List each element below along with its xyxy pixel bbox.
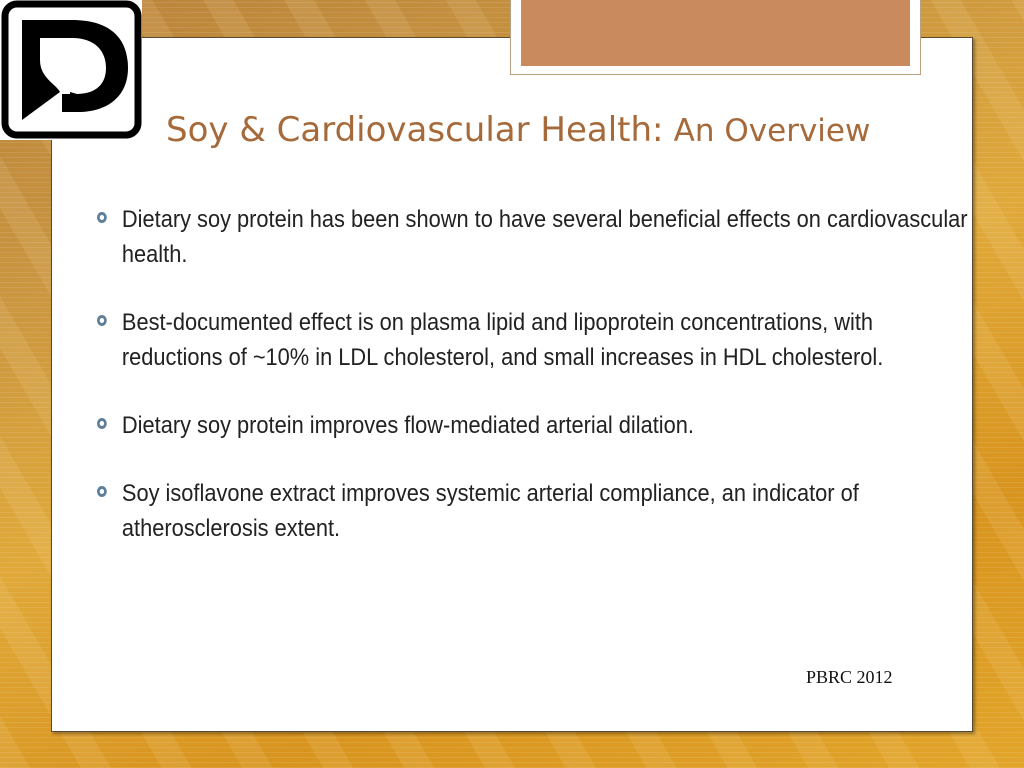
slide-title-subtitle: An Overview	[673, 113, 871, 149]
ring-bullet-icon	[97, 212, 107, 223]
bullet-item	[97, 305, 976, 375]
bullet-text: Dietary soy protein improves flow-mediated arterial dilation.	[121, 412, 694, 439]
slide-title-main: Soy & Cardiovascular Health:	[166, 110, 664, 150]
bullet-item	[97, 408, 976, 443]
bullet-text: Best-documented effect is on plasma lipid and lipoprotein concentrations, with reductions of ~10% in LDL cholesterol, and small increases in HDL cholesterol.	[121, 309, 884, 371]
bullet-text: Dietary soy protein has been shown to have several beneficial effects on cardiovascular health.	[121, 206, 968, 268]
ring-bullet-icon	[97, 418, 107, 429]
bullet-text: Soy isoflavone extract improves systemic arterial compliance, an indicator of atherosclerosis extent.	[121, 480, 859, 542]
ring-bullet-icon	[97, 315, 107, 326]
ring-bullet-icon	[97, 486, 107, 497]
bullet-list	[97, 202, 967, 546]
bullet-item	[97, 476, 976, 546]
header-accent-fill	[521, 0, 910, 66]
footer-credit: PBRC 2012	[806, 667, 893, 687]
header-accent-bar	[510, 0, 921, 75]
bullet-item	[97, 202, 976, 272]
pbrc-logo-icon	[0, 0, 142, 140]
slide-title	[166, 110, 870, 151]
